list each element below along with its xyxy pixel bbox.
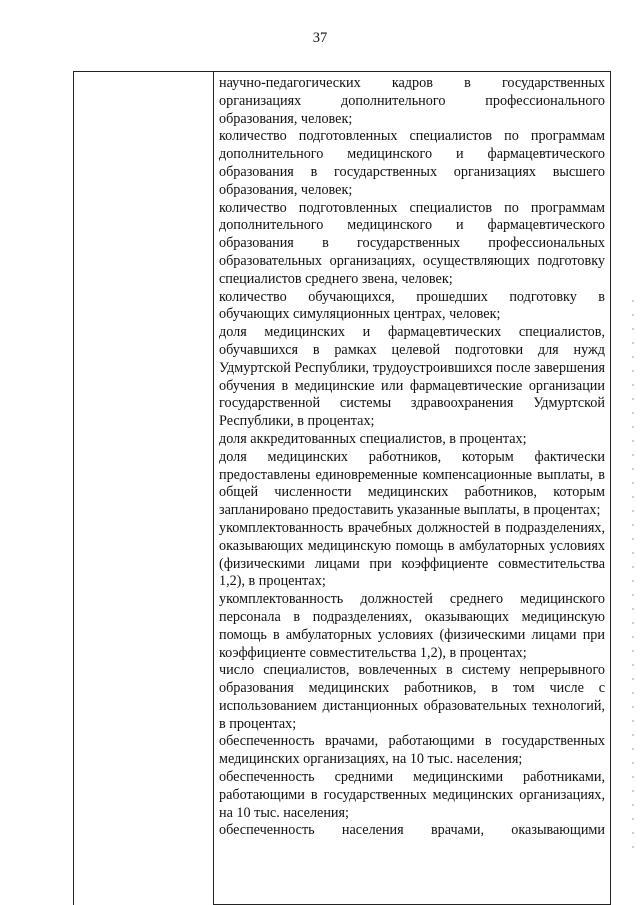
indicator-item: число специалистов, вовлеченных в систему непрерывного образования медицинских работников, в том числе с использованием дистанционных образовательных технологий, в процентах; (219, 662, 605, 732)
indicator-item: укомплектованность должностей среднего медицинского персонала в подразделениях, оказывающих медицинскую помощь в амбулаторных условиях (физическими лицами при коэффициенте совместительства 1,2), в процентах; (219, 591, 605, 661)
indicator-item: обеспеченность средними медицинскими работниками, работающими в государственных медицинских организациях, на 10 тыс. населения; (219, 769, 605, 821)
indicator-item: обеспеченность населения врачами, оказывающими (219, 822, 605, 839)
page-number: 37 (312, 30, 328, 46)
indicator-item: доля аккредитованных специалистов, в процентах; (219, 430, 527, 447)
indicator-table (73, 71, 611, 905)
indicator-item: укомплектованность врачебных должностей в подразделениях, оказывающих медицинскую помощь в амбулаторных условиях (физическими лицами при коэффициенте совместительства 1,2), в процентах; (219, 519, 605, 590)
scan-edge-marks (632, 300, 634, 860)
indicator-item: доля медицинских работников, которым фактически предоставлены единовременные компенсационные выплаты, в общей численности медицинских работников, которым запланировано предоставить указанные выплаты, в процентах; (219, 448, 605, 519)
column-divider (213, 72, 214, 905)
indicator-item: научно-педагогических кадров в государственных организациях дополнительного профессионального образования, человек; (219, 75, 605, 127)
indicator-item: доля медицинских и фармацевтических специалистов, обучавшихся в рамках целевой подготовки для нужд Удмуртской Республики, трудоустроившихся после завершения обучения в медицинские или фармацевтические организации государственной системы здравоохранения Удмуртской Республики, в процентах; (219, 324, 605, 430)
indicator-item: количество обучающихся, прошедших подготовку в обучающих симуляционных центрах, человек; (219, 288, 605, 323)
indicator-item: количество подготовленных специалистов по программам дополнительного медицинского и фармацевтического образования в государственных организациях высшего образования, человек; (219, 128, 605, 198)
indicator-list (219, 75, 605, 840)
indicator-item: количество подготовленных специалистов по программам дополнительного медицинского и фармацевтического образования в государственных профессиональных образовательных организациях, осуществляющих подготовку специалистов среднего звена, человек; (219, 199, 605, 287)
indicator-item: обеспеченность врачами, работающими в государственных медицинских организациях, на 10 тыс. населения; (219, 733, 605, 768)
